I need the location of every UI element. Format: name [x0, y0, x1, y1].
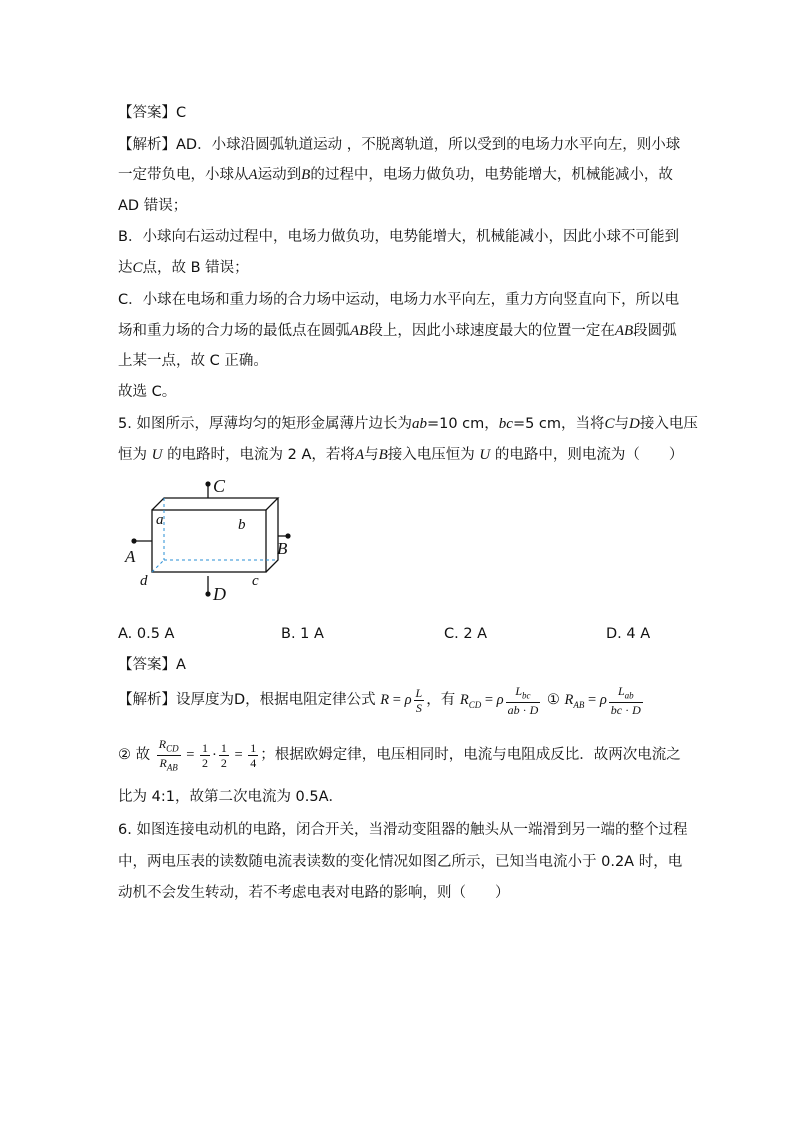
label-a: a — [156, 512, 164, 528]
terminal-d-dot — [205, 591, 210, 596]
q5-option-c: C. 2 A — [444, 626, 488, 642]
q4-analysis-line-2: 一定带负电，小球从A运动到B的过程中，电场力做负功，电势能增大，机械能减小，故 — [118, 167, 673, 183]
q5-option-d: D. 4 A — [606, 626, 651, 642]
q4-analysis-line-3: AD 错误； — [118, 198, 188, 214]
label-b: b — [238, 517, 246, 533]
q4-option-b-line-2: 达C点，故 B 错误； — [118, 260, 249, 276]
label-c: c — [252, 573, 259, 589]
resistance-formula: R = ρ $\frac{L}{S}$ — [380, 686, 423, 716]
label-D: D — [213, 584, 226, 604]
q4-conclusion: 故选 C。 — [118, 384, 177, 400]
q6-stem-line-3: 动机不会发生转动，若不考虑电表对电路的影响，则（ ） — [118, 885, 510, 901]
label-C: C — [213, 476, 226, 496]
rcd-formula: $R_{CD} = \rho$ $\frac{L_{bc}}{ab \cdot D}$ — [459, 684, 539, 718]
label-d: d — [140, 573, 148, 589]
q4-option-b-line-1: B．小球向右运动过程中，电场力做负功，电势能增大，机械能减小，因此小球不可能到 — [118, 229, 679, 245]
q4-option-c-line-3: 上某一点，故 C 正确。 — [118, 353, 268, 369]
q5-option-b: B. 1 A — [281, 626, 324, 642]
rab-formula: $R_{AB} = \rho$ $\frac{L_{ab}}{bc \cdot D}$ — [564, 684, 641, 718]
q4-analysis-line-1: 【解析】AD．小球沿圆弧轨道运动 ，不脱离轨道，所以受到的电场力水平向左，则小球 — [118, 137, 681, 153]
q4-option-c-line-1: C．小球在电场和重力场的合力场中运动，电场力水平向左，重力方向竖直向下，所以电 — [118, 292, 680, 308]
q5-option-a: A. 0.5 A — [118, 626, 175, 642]
q4-answer: 【答案】C — [118, 105, 187, 121]
q6-stem-line-2: 中，两电压表的读数随电流表读数的变化情况如图乙所示，已知当电流小于 0.2A 时，电 — [118, 854, 683, 870]
q5-stem-line-2: 恒为 U 的电路时，电流为 2 A，若将A与B接入电压恒为 U 的电路中，则电流为（ ） — [118, 447, 684, 463]
q4-option-c-line-2: 场和重力场的合力场的最低点在圆弧AB段上，因此小球速度最大的位置一定在AB段圆弧 — [118, 323, 677, 339]
ratio-formula: $\frac{R_{CD}}{R_{AB}}$ = $\frac{1}{2}$ · $\frac{1}{2}$ = $\frac{1}{4}$ — [158, 737, 257, 773]
terminal-a-dot — [131, 538, 136, 543]
label-B: B — [277, 539, 288, 558]
q6-stem-line-1: 6. 如图连接电动机的电路，闭合开关，当滑动变阻器的触头从一端滑到另一端的整个过程 — [118, 822, 688, 838]
q5-analysis-line-3: 比为 4:1，故第二次电流为 0.5A． — [118, 789, 344, 805]
terminal-b-dot — [285, 533, 290, 538]
q5-answer: 【答案】A — [118, 657, 186, 673]
q5-stem-line-1: 5. 如图所示，厚薄均匀的矩形金属薄片边长为ab=10 cm，bc=5 cm，当将C与D接入电压 — [118, 416, 698, 432]
q5-analysis-line-1: 【解析】设厚度为D，根据电阻定律公式 R = ρ $\frac{L}{S}$ ，有 $R_{CD} = \rho$ $\frac{L_{bc}}{ab \cdot D}$ ① $R_{AB} = \rho$ $\frac{L_{ab}}{bc \cdot D}$ — [118, 684, 645, 720]
label-A: A — [125, 547, 136, 566]
q5-analysis-line-2: ② 故 $\frac{R_{CD}}{R_{AB}}$ = $\frac{1}{2}$ · $\frac{1}{2}$ = $\frac{1}{4}$ ；根据欧姆定律，电压相同时，电流与电阻成反比．故两次电流之 — [118, 737, 681, 773]
metal-plate-figure — [120, 472, 310, 607]
terminal-c-dot — [205, 481, 210, 486]
